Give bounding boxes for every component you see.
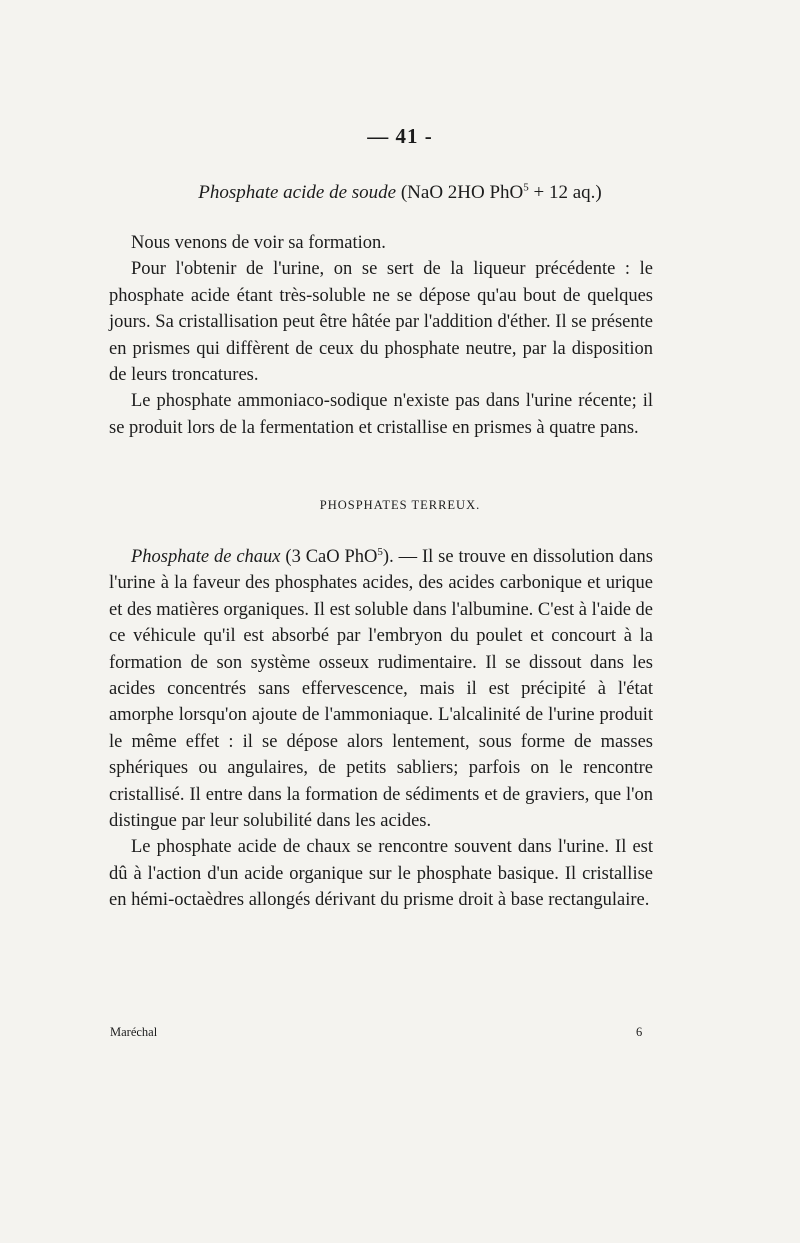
paragraph-formation: Nous venons de voir sa formation.: [131, 233, 386, 253]
paragraph-acid-calcium-phosphate: Le phosphate acide de chaux se rencontre souvent dans l'urine. Il est dû à l'action d'un acide organique sur le phosphate basique. Il cristallise en hémi-octaèdres allongés dérivant du prisme droit à base rectangulaire.: [109, 837, 653, 911]
calcium-formula-superscript: 5: [377, 545, 383, 558]
page-number: — 41 -: [367, 124, 433, 148]
calcium-formula-start: (3 CaO PhO: [280, 547, 378, 567]
section-title: PHOSPHATES TERREUX.: [319, 498, 481, 512]
sodium-phosphate-text: [109, 230, 653, 441]
heading-italic-title: Phosphate acide de soude: [198, 182, 397, 203]
sodium-phosphate-heading: [0, 182, 800, 204]
footer-author: Maréchal: [110, 1025, 158, 1039]
calcium-phosphate-body: ). — Il se trouve en dissolution dans l'urine à la faveur des phosphates acides, des acides carbonique et urique et des matières organiques. Il est soluble dans l'albumine. C'est à l'aide de ce véhicule qu'il est absorbé par l'embryon du poulet et concourt à la formation de son système osseux rudimentaire. Il se dissout dans les acides concentrés sans effervescence, mais il est précipité à l'état amorphe lorsqu'on ajoute de l'ammoniaque. L'alcalinité de l'urine produit le même effet : il se dépose alors lentement, sous forme de masses sphériques ou angulaires, de petits sabliers; parfois on le rencontre cristallisé. Il entre dans la formation de sédiments et de graviers, que l'on distingue par leur solubilité dans les acides.: [109, 547, 653, 832]
paragraph-preparation: Pour l'obtenir de l'urine, on se sert de la liqueur précédente : le phosphate acide étant très-soluble ne se dépose qu'au bout de quelques jours. Sa cristallisation peut être hâtée par l'addition d'éther. Il se présente en prismes qui diffèrent de ceux du phosphate neutre, par la disposition de leurs troncatures.: [109, 259, 653, 386]
heading-formula-superscript: 5: [523, 181, 529, 194]
paragraph-ammonio-sodium: Le phosphate ammoniaco-sodique n'existe pas dans l'urine récente; il se produit lors de la fermentation et cristallise en prismes à quatre pans.: [109, 391, 653, 438]
calcium-phosphate-text: [109, 544, 653, 914]
heading-formula-end: + 12 aq.): [528, 182, 602, 203]
calcium-phosphate-title: Phosphate de chaux: [131, 547, 281, 567]
footer-signature-mark: 6: [636, 1025, 643, 1039]
paragraph-calcium-phosphate: [109, 544, 653, 834]
heading-formula-start: (NaO 2HO PhO: [400, 182, 524, 203]
